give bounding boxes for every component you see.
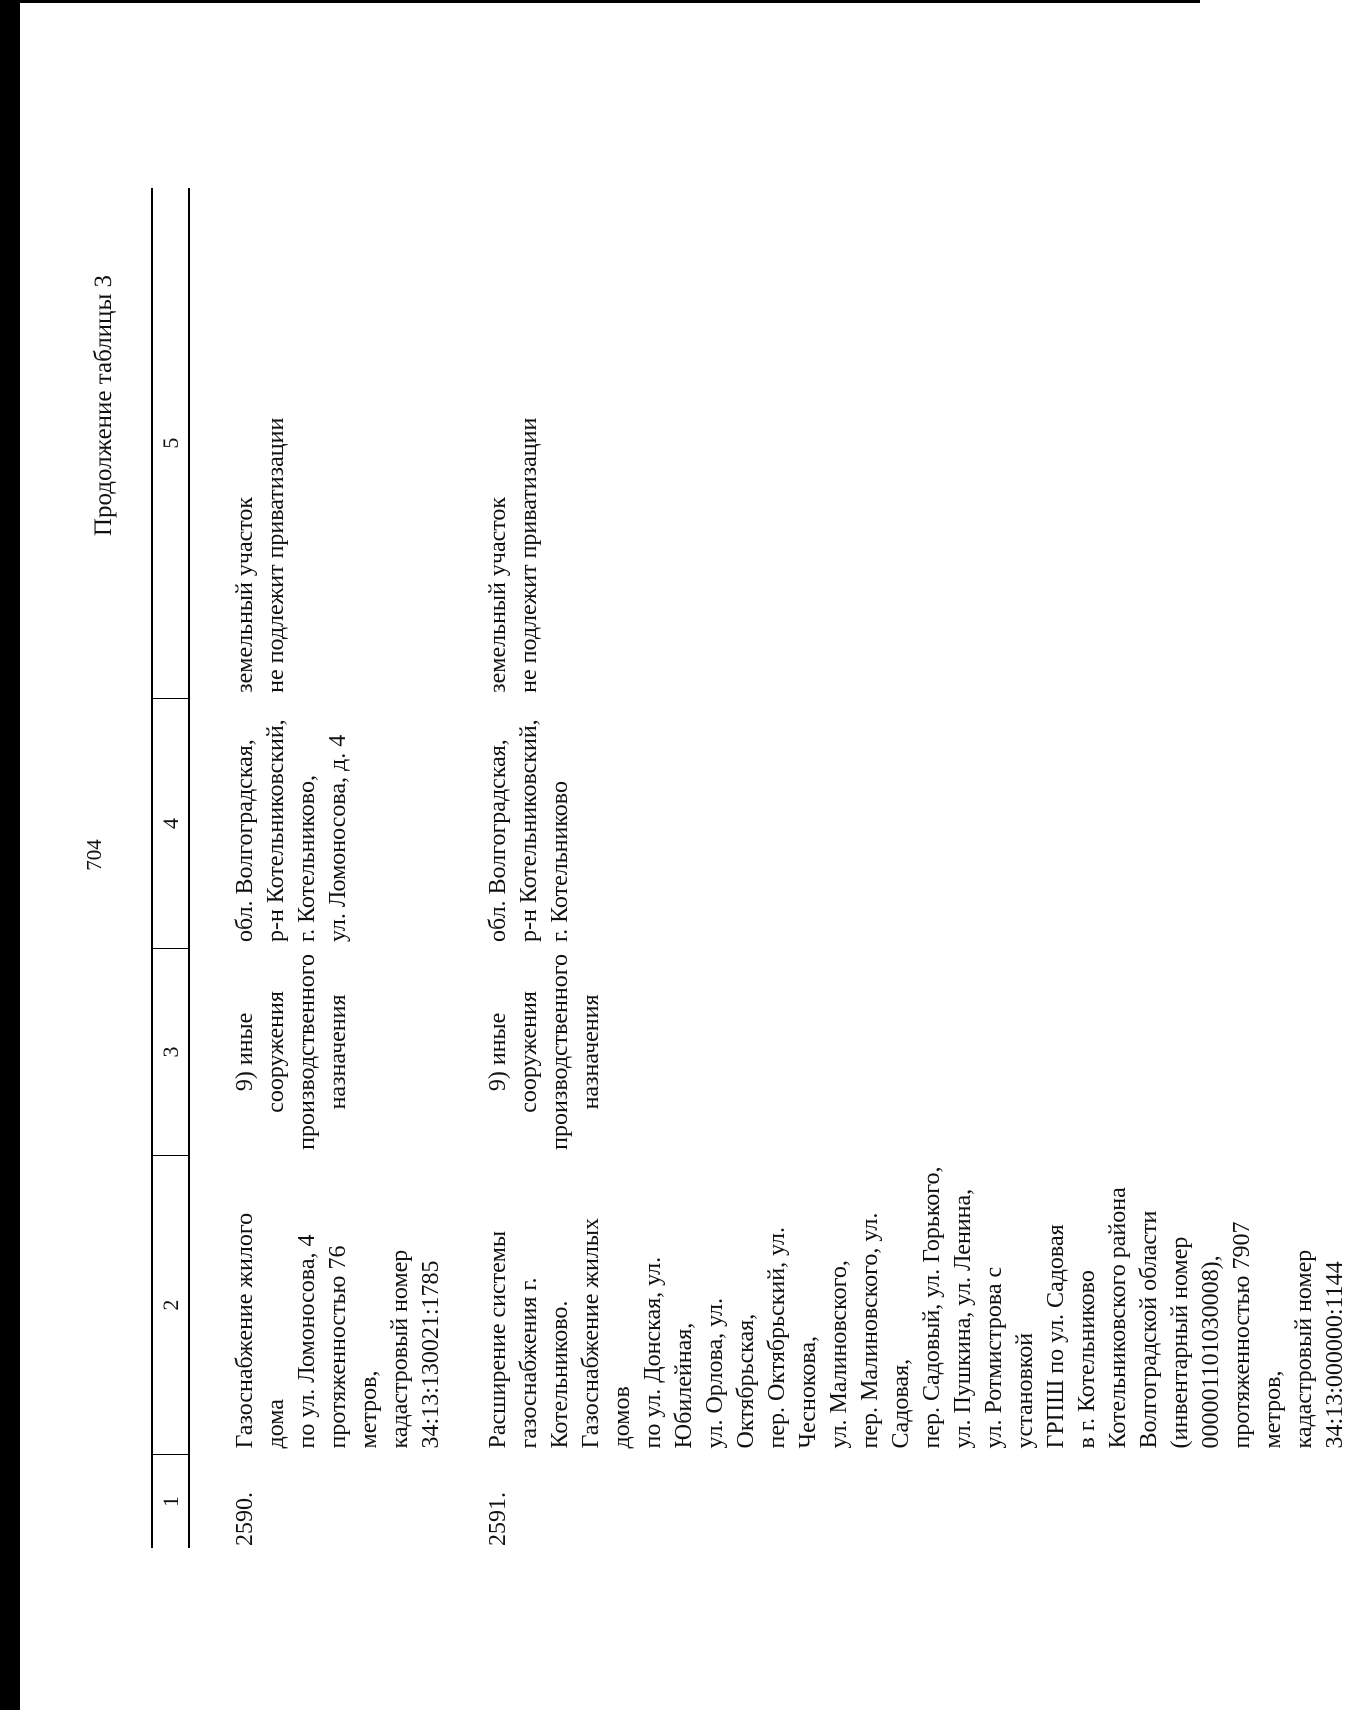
row-number: 2590. (232, 1492, 258, 1546)
page-number: 704 (82, 839, 106, 871)
object-type: 9) иные сооружения производственного назначения (232, 954, 351, 1150)
object-note: земельный участок не подлежит приватизации (232, 417, 289, 693)
object-name: Газоснабжение жилого дома по ул. Ломоносова, 4 протяженностью 76 метров, кадастровый номер 34:13:130021:1785 (232, 1212, 444, 1449)
column-header-1: 1 (152, 1454, 189, 1548)
table-row (189, 188, 465, 1548)
property-table (151, 188, 1351, 1548)
object-address: обл. Волгоградская, р-н Котельниковский, г. Котельниково (485, 719, 573, 943)
column-header-3: 3 (152, 948, 189, 1156)
table-continuation-label: Продолжение таблицы 3 (90, 275, 117, 537)
row-number: 2591. (485, 1492, 511, 1546)
table-row (465, 188, 1351, 1548)
table-header-row (152, 188, 189, 1548)
column-header-2: 2 (152, 1156, 189, 1455)
object-note: земельный участок не подлежит приватизации (485, 417, 542, 693)
column-header-5: 5 (152, 188, 189, 699)
object-type: 9) иные сооружения производственного назначения (485, 954, 604, 1150)
object-address: обл. Волгоградская, р-н Котельниковский, г. Котельниково, ул. Ломоносова, д. 4 (232, 719, 351, 943)
object-name: Расширение системы газоснабжения г. Котельниково. Газоснабжение жилых домов по ул. Донская, ул. Юбилейная, ул. Орлова, ул. Октябрьская, пер. Октябрьский, ул. Чеснокова, ул. Малиновского, пер. Малиновского, ул. Садовая, пер. Садовый, ул. Горького, ул. Пушкина, ул. Ленина, ул. Ротмистрова с установкой ГРПШ по ул. Садовая в г. Котельниково Котельниковского района Волгоградской области (инвентарный номер 000001101030008), протяженностью 7907 метров, кадастровый номер 34:13:000000:1144 (485, 1166, 1348, 1449)
column-header-4: 4 (152, 699, 189, 948)
